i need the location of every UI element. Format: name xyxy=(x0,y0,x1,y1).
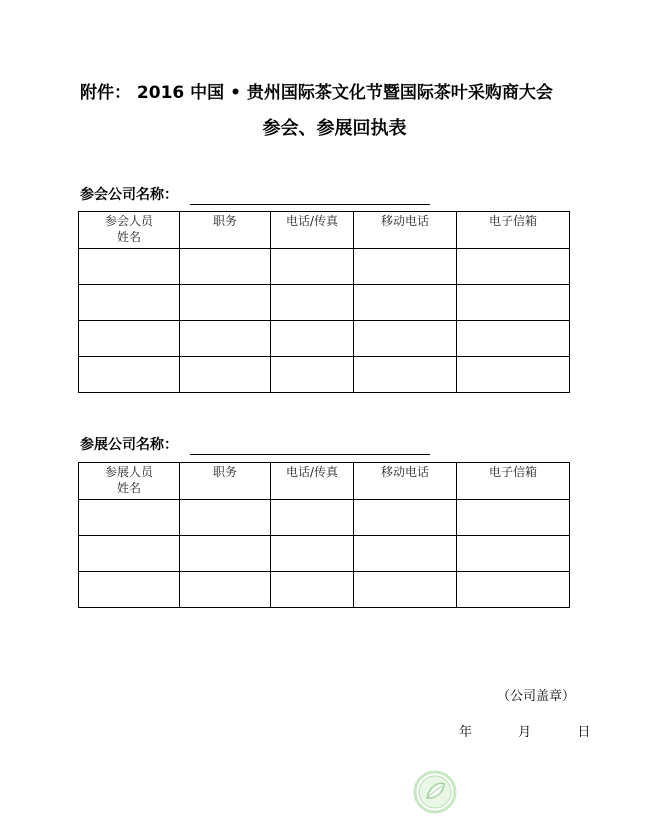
table-cell[interactable] xyxy=(180,285,271,321)
table-cell[interactable] xyxy=(180,357,271,393)
table-cell[interactable] xyxy=(271,357,354,393)
column-header: 参展人员 姓名 xyxy=(79,463,180,500)
column-header: 移动电话 xyxy=(354,212,457,249)
attendee-company-label: 参会公司名称： xyxy=(80,187,178,203)
table-cell[interactable] xyxy=(271,572,354,608)
table-cell[interactable] xyxy=(79,285,180,321)
table-row xyxy=(79,357,570,393)
exhibitor-company-label: 参展公司名称： xyxy=(80,437,178,453)
table-cell[interactable] xyxy=(354,572,457,608)
company-seal-label: （公司盖章） xyxy=(497,689,576,704)
table-cell[interactable] xyxy=(180,536,271,572)
table-cell[interactable] xyxy=(271,249,354,285)
table-cell[interactable] xyxy=(457,572,570,608)
attendee-table-header xyxy=(79,212,570,249)
table-cell[interactable] xyxy=(271,285,354,321)
column-header: 电话/传真 xyxy=(271,212,354,249)
table-cell[interactable] xyxy=(271,500,354,536)
document-title-line2: 参会、参展回执表 xyxy=(262,118,407,139)
attendee-company-row xyxy=(80,184,178,206)
table-cell[interactable] xyxy=(180,321,271,357)
table-cell[interactable] xyxy=(457,500,570,536)
table-row xyxy=(79,321,570,357)
table-cell[interactable] xyxy=(271,321,354,357)
leaf-logo-icon xyxy=(413,770,457,814)
table-cell[interactable] xyxy=(271,536,354,572)
table-row xyxy=(79,249,570,285)
table-cell[interactable] xyxy=(457,249,570,285)
table-cell[interactable] xyxy=(79,536,180,572)
date-day: 日 xyxy=(577,725,591,740)
column-header: 参会人员 姓名 xyxy=(79,212,180,249)
document-title-line1: 附件： 2016 中国 • 贵州国际茶文化节暨国际茶叶采购商大会 xyxy=(80,83,553,103)
table-cell[interactable] xyxy=(180,500,271,536)
table-cell[interactable] xyxy=(457,285,570,321)
table-cell[interactable] xyxy=(354,536,457,572)
table-cell[interactable] xyxy=(79,500,180,536)
exhibitor-table-header xyxy=(79,463,570,500)
table-cell[interactable] xyxy=(79,572,180,608)
table-cell[interactable] xyxy=(79,357,180,393)
table-cell[interactable] xyxy=(79,249,180,285)
column-header: 移动电话 xyxy=(354,463,457,500)
table-cell[interactable] xyxy=(79,321,180,357)
table-cell[interactable] xyxy=(354,249,457,285)
date-year: 年 xyxy=(459,725,473,740)
column-header: 电子信箱 xyxy=(457,212,570,249)
table-cell[interactable] xyxy=(457,321,570,357)
table-cell[interactable] xyxy=(354,500,457,536)
table-cell[interactable] xyxy=(180,572,271,608)
exhibitor-company-line[interactable] xyxy=(190,454,430,455)
table-cell[interactable] xyxy=(180,249,271,285)
column-header: 电子信箱 xyxy=(457,463,570,500)
exhibitor-table xyxy=(78,462,570,608)
table-cell[interactable] xyxy=(354,321,457,357)
column-header: 职务 xyxy=(180,463,271,500)
date-line xyxy=(459,721,590,740)
table-cell[interactable] xyxy=(457,357,570,393)
table-row xyxy=(79,572,570,608)
table-cell[interactable] xyxy=(354,357,457,393)
column-header: 职务 xyxy=(180,212,271,249)
table-cell[interactable] xyxy=(354,285,457,321)
date-month: 月 xyxy=(518,725,532,740)
column-header: 电话/传真 xyxy=(271,463,354,500)
attendee-company-line[interactable] xyxy=(190,204,430,205)
exhibitor-company-row xyxy=(80,434,178,456)
attendee-table xyxy=(78,211,570,393)
table-cell[interactable] xyxy=(457,536,570,572)
table-row xyxy=(79,285,570,321)
table-row xyxy=(79,500,570,536)
table-row xyxy=(79,536,570,572)
